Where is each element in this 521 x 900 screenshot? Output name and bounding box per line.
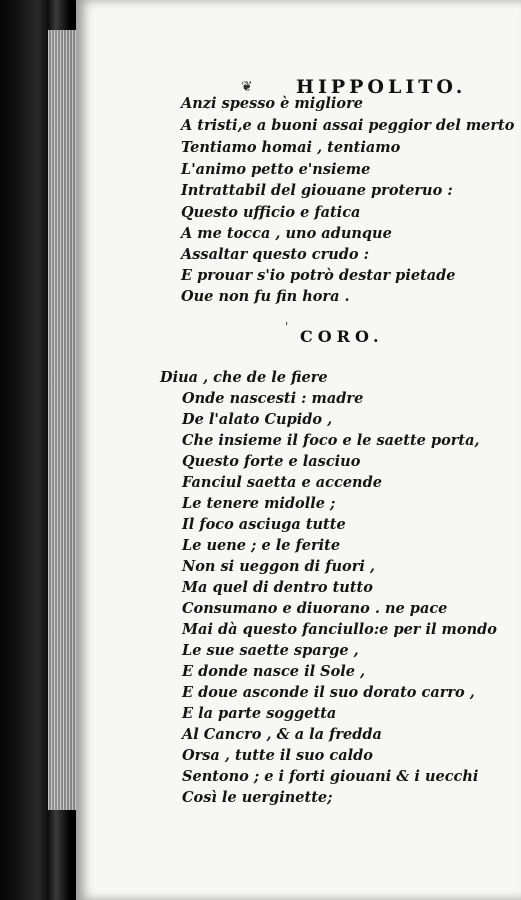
verse-line: Ma quel di dentro tutto: [182, 579, 373, 596]
verse-line: Diua , che de le fiere: [160, 369, 328, 386]
verse-line: Oue non fu fin hora .: [181, 288, 350, 305]
verse-line: Sentono ; e i forti giouani & i uecchi: [182, 768, 479, 785]
book-page: [76, 0, 521, 900]
verse-line: Mai dà questo fanciullo:e per il mondo: [182, 621, 497, 638]
verse-line: Tentiamo homai , tentiamo: [181, 139, 401, 156]
verse-line: Le sue saette sparge ,: [182, 642, 359, 659]
verse-line: Al Cancro , & a la fredda: [182, 726, 382, 743]
page-edges: [48, 30, 78, 810]
verse-line: Le tenere midolle ;: [182, 495, 336, 512]
verse-line: Consumano e diuorano . ne pace: [182, 600, 448, 617]
verse-line: Il foco asciuga tutte: [182, 516, 346, 533]
verse-line: Anzi spesso è migliore: [181, 95, 363, 112]
verse-line: Onde nascesti : madre: [182, 390, 364, 407]
verse-line: Così le uerginette;: [182, 789, 333, 806]
verse-line: E doue asconde il suo dorato carro ,: [182, 684, 475, 701]
verse-line: Non si ueggon di fuori ,: [182, 558, 375, 575]
verse-line: E prouar s'io potrò destar pietade: [181, 267, 456, 284]
verse-line: Questo ufficio e fatica: [181, 204, 361, 221]
verse-line: L'animo petto e'nsieme: [181, 161, 371, 178]
verse-line: Orsa , tutte il suo caldo: [182, 747, 373, 764]
heading-mark: ': [285, 320, 289, 334]
verse-line: E donde nasce il Sole ,: [182, 663, 366, 680]
verse-line: A tristi,e a buoni assai peggior del merto: [181, 117, 515, 134]
heading-mark: ❦: [241, 79, 253, 95]
verse-line: Le uene ; e le ferite: [182, 537, 341, 554]
chorus-heading: CORO.: [300, 327, 384, 346]
verse-line: Assaltar questo crudo :: [181, 246, 369, 263]
verse-line: Questo forte e lasciuo: [182, 453, 361, 470]
verse-line: Che insieme il foco e le saette porta,: [182, 432, 480, 449]
verse-line: Fanciul saetta e accende: [182, 474, 382, 491]
verse-line: E la parte soggetta: [182, 705, 337, 722]
running-title: HIPPOLITO.: [296, 76, 467, 98]
verse-line: De l'alato Cupido ,: [182, 411, 333, 428]
verse-line: A me tocca , uno adunque: [181, 225, 392, 242]
verse-line: Intrattabil del giouane proteruo :: [181, 182, 453, 199]
